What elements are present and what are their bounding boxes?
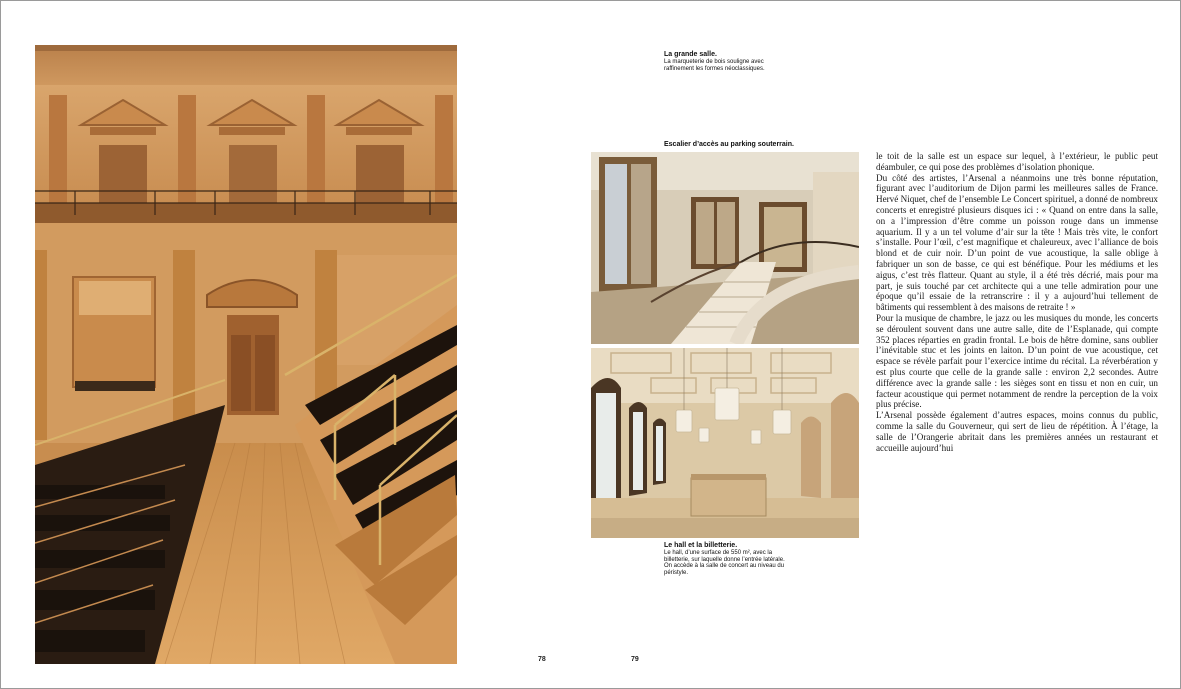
caption-title: Le hall et la billetterie. [664,542,738,549]
body-text-column [876,151,1158,453]
caption-hall [664,541,790,576]
body-paragraph: L’Arsenal possède également d’autres espaces, moins connus du public, comme la salle du Gouverneur, qui sert de lieu de répétition. À l’étage, la salle de l’Orangerie abritait dans les premières années un restaurant et accueille aujourd’hui [876,410,1158,453]
page-number-left: 78 [538,656,546,663]
hall-photo [591,348,859,538]
caption-title: La grande salle. [664,51,717,58]
caption-grande-salle [664,50,784,72]
body-paragraph: Du côté des artistes, l’Arsenal a néanmoins une très bonne réputation, figurant avec l’auditorium de Dijon parmi les meilleures salles de France. Hervé Niquet, chef de l’ensemble Le Concert spirituel, a donné de nombreux concerts et enregistré plusieurs disques ici : « Quand on entre dans la salle, on a l’impression d’être comme un poisson rouge dans un immense aquarium. Il y a un tel volume d’air sur la tête ! Mais très vite, le confort s’installe. Pour l’œil, c’est magnifique et chaleureux, avec l’alliance de bois blond et de cuir noir. D’un point de vue acoustique, la salle oblige à fabriquer un son de basse, ce qui est bénéfique. Pour les médiums et les aigus, c’est très flatteur. Quant au style, il a été très décrié, mais pour ma part, je suis touché par cet architecte qui a une telle admiration pour une époque qu’il essaie de la retranscrire : il y a aujourd’hui tellement de bâtiments qui ressemblent à des maisons de retraite ! » [876,172,1158,313]
caption-text: La marqueterie de bois souligne avec raffinement les formes néoclassiques. [664,59,765,72]
body-paragraph: Pour la musique de chambre, le jazz ou les musiques du monde, les concerts se déroulent souvent dans une autre salle, dite de l’Esplanade, qui compte 352 places réparties en gradin frontal. Le bois de hêtre domine, sans oublier l’inévitable stuc et les joints en laiton. D’un point de vue acoustique, cet espace se révèle parfait pour l’exercice intime du récital. La réverbération y est plus courte que celle de la grande salle : environ 2,2 secondes. Autre différence avec la grande salle : les sièges sont en tissu et non en cuir, un facteur acoustique qui permet notamment de rendre la perception de la voix plus précise. [876,312,1158,410]
staircase-photo [591,152,859,344]
caption-escalier [664,140,844,149]
body-paragraph: le toit de la salle est un espace sur lequel, à l’extérieur, le public peut déambuler, ce qui pose des problèmes d’isolation phonique. [876,151,1158,172]
page-number-right: 79 [631,656,639,663]
concert-hall-photo [35,45,457,664]
caption-title: Escalier d’accès au parking souterrain. [664,141,794,148]
caption-text: Le hall, d’une surface de 550 m², avec la billetterie, sur laquelle donne l’entrée latérale. On accède à la salle de concert au niveau du péristyle. [664,550,785,576]
